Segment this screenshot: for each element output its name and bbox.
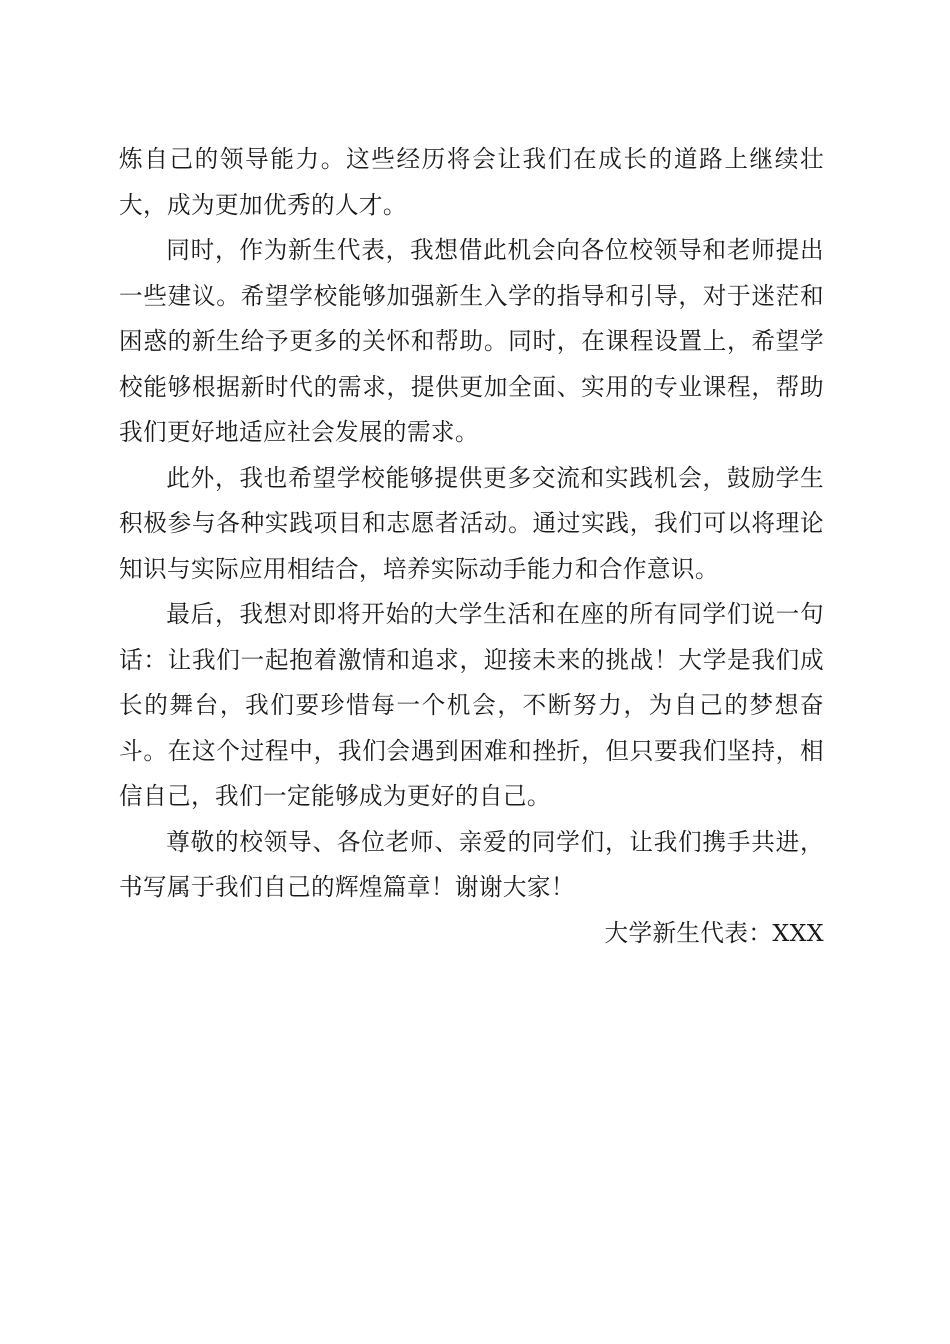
paragraph-suggestions: 同时，作为新生代表，我想借此机会向各位校领导和老师提出一些建议。希望学校能够加强新生入学的指导和引导，对于迷茫和困惑的新生给予更多的关怀和帮助。同时，在课程设置上，希望学校能够根据新时代的需求，提供更加全面、实用的专业课程，帮助我们更好地适应社会发展的需求。 [119,236,824,446]
paragraph-practice: 此外，我也希望学校能够提供更多交流和实践机会，鼓励学生积极参与各种实践项目和志愿者活动。通过实践，我们可以将理论知识与实际应用相结合，培养实际动手能力和合作意识。 [119,463,824,583]
paragraph-continuation: 炼自己的领导能力。这些经历将会让我们在成长的道路上继续壮大，成为更加优秀的人才。 [119,145,824,219]
paragraph-thanks: 尊敬的校领导、各位老师、亲爱的同学们，让我们携手共进，书写属于我们自己的辉煌篇章！谢谢大家！ [119,827,824,901]
document-body [119,137,824,956]
signature-line: 大学新生代表：XXX [604,918,824,947]
paragraph-closing-words: 最后，我想对即将开始的大学生活和在座的所有同学们说一句话：让我们一起抱着激情和追求，迎接未来的挑战！大学是我们成长的舞台，我们要珍惜每一个机会，不断努力，为自己的梦想奋斗。在这个过程中，我们会遇到困难和挫折，但只要我们坚持，相信自己，我们一定能够成为更好的自己。 [119,600,824,810]
